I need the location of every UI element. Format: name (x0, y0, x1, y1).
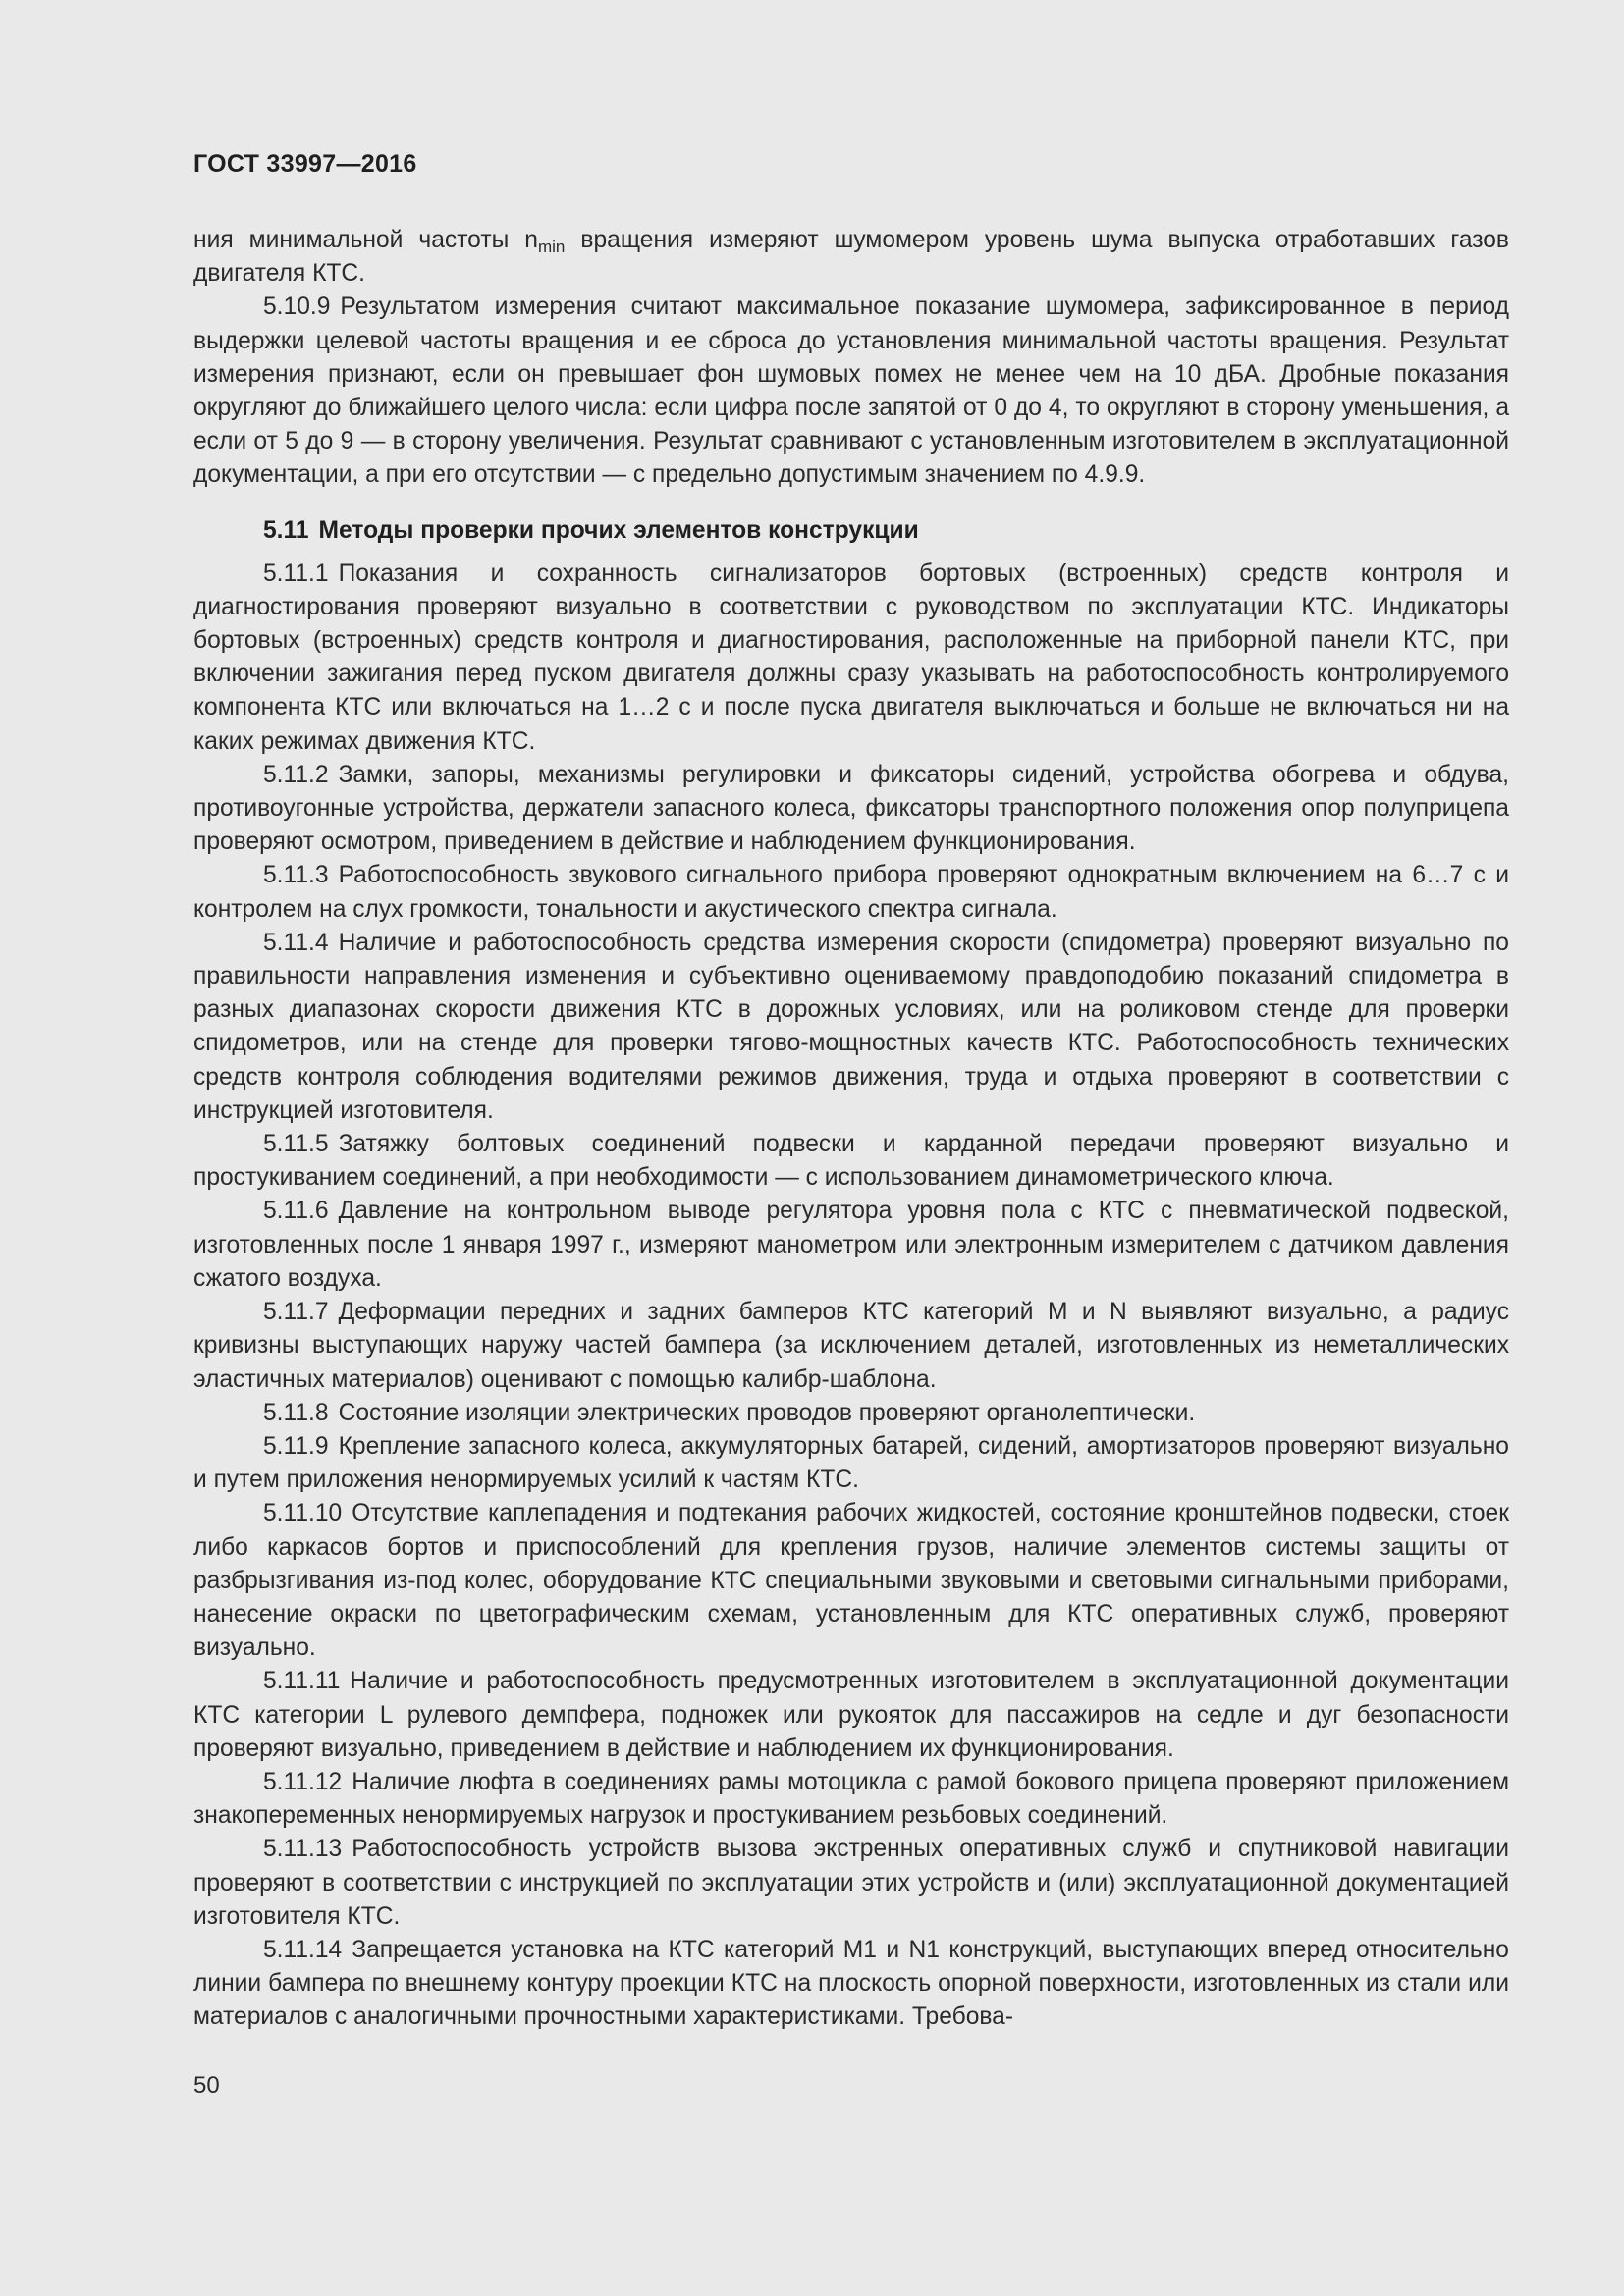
paragraph-5-11-2 (193, 759, 1509, 860)
paragraph-5-11-4 (193, 927, 1509, 1128)
section-title: Методы проверки прочих элементов конструкции (318, 516, 919, 544)
paragraph-number: 5.11.2 (263, 761, 329, 788)
paragraph-5-11-9 (193, 1430, 1509, 1497)
intro-subscript: min (537, 238, 566, 256)
paragraph-text: Работоспособность звукового сигнального прибора проверяют однократным включением на 6…7 с и контролем на слух громкости, тональности и акустического спектра сигнала. (193, 862, 1509, 923)
paragraph-text: Наличие и работоспособность предусмотренных изготовителем в эксплуатационной документации КТС категории L рулевого демпфера, подножек или рукояток для пассажиров на седле и дуг безопасности проверяют визуально, приведением в действие и наблюдением их функционирования. (193, 1668, 1509, 1762)
paragraph-5-11-7 (193, 1296, 1509, 1397)
paragraph-text: Наличие и работоспособность средства измерения скорости (спидометра) проверяют визуально по правильности направления изменения и субъективно оцениваемому правдоподобию показаний спидометра в разных диапазонах скорости движения КТС в дорожных условиях, или на роликовом стенде для проверки спидометров, или на стенде для проверки тягово-мощностных качеств КТС. Работоспособность технических средств контроля соблюдения водителями режимов движения, труда и отдыха проверяют в соответствии с инструкцией изготовителя. (193, 929, 1509, 1124)
paragraph-text: Запрещается установка на КТС категорий М1 и N1 конструкций, выступающих вперед относительно линии бампера по внешнему контуру проекции КТС на плоскость опорной поверхности, изготовленных из стали или материалов с аналогичными прочностными характеристиками. Требова- (193, 1936, 1509, 2031)
paragraph-number: 5.11.10 (263, 1500, 343, 1527)
paragraph-5-11-12 (193, 1766, 1509, 1833)
paragraph-number: 5.11.4 (263, 929, 329, 956)
paragraph-number: 5.11.1 (263, 560, 329, 587)
paragraph-text: Состояние изоляции электрических проводов проверяют органолептически. (338, 1399, 1196, 1426)
intro-paragraph (193, 224, 1509, 291)
intro-text-start: ния минимальной частоты n (193, 227, 538, 253)
paragraph-number: 5.10.9 (263, 294, 331, 321)
paragraph-5-10-9 (193, 291, 1509, 492)
section-heading (193, 514, 1509, 548)
paragraph-text: Замки, запоры, механизмы регулировки и фиксаторы сидений, устройства обогрева и обдува, противоугонные устройства, держатели запасного колеса, фиксаторы транспортного положения опор полуприцепа проверяют осмотром, приведением в действие и наблюдением функционирования. (193, 761, 1509, 856)
paragraph-text: Наличие люфта в соединениях рамы мотоцикла с рамой бокового прицепа проверяют приложением знакопеременных ненормируемых нагрузок и простукиванием резьбовых соединений. (193, 1768, 1509, 1830)
document-body (193, 224, 1509, 2035)
paragraph-text: Результатом измерения считают максимальное показание шумомера, зафиксированное в период выдержки целевой частоты вращения и ее сброса до установления минимальной частоты вращения. Результат измерения признают, если он превышает фон шумовых помех не менее чем на 10 дБА. Дробные показания округляют до ближайшего целого числа: если цифра после запятой от 0 до 4, то округляют в сторону уменьшения, а если от 5 до 9 — в сторону увеличения. Результат сравнивают с установленным изготовителем в эксплуатационной документации, а при его отсутствии — с предельно допустимым значением по 4.9.9. (193, 294, 1509, 489)
paragraph-text: Затяжку болтовых соединений подвески и карданной передачи проверяют визуально и простукиванием соединений, а при необходимости — с использованием динамометрического ключа. (193, 1131, 1509, 1192)
paragraph-text: Работоспособность устройств вызова экстренных оперативных служб и спутниковой навигации проверяют в соответствии с инструкцией по эксплуатации этих устройств и (или) эксплуатационной документацией изготовителя КТС. (193, 1836, 1509, 1930)
paragraph-5-11-5 (193, 1128, 1509, 1195)
paragraph-text: Деформации передних и задних бамперов КТС категорий М и N выявляют визуально, а радиус кривизны выступающих наружу частей бампера (за исключением деталей, изготовленных из неметаллических эластичных материалов) оценивают с помощью калибр-шаблона. (193, 1299, 1509, 1393)
section-number: 5.11 (263, 516, 309, 544)
paragraph-5-11-14 (193, 1934, 1509, 2035)
paragraph-number: 5.11.5 (263, 1131, 329, 1158)
document-header: ГОСТ 33997—2016 (193, 150, 417, 178)
paragraph-number: 5.11.3 (263, 862, 329, 889)
paragraph-number: 5.11.9 (263, 1432, 329, 1460)
paragraph-number: 5.11.13 (263, 1836, 343, 1863)
paragraph-number: 5.11.11 (263, 1668, 341, 1695)
paragraph-text: Показания и сохранность сигнализаторов бортовых (встроенных) средств контроля и диагностирования проверяют визуально в соответствии с руководством по эксплуатации КТС. Индикаторы бортовых (встроенных) средств контроля и диагностирования, расположенные на приборной панели КТС, при включении зажигания перед пуском двигателя должны сразу указывать на работоспособность контролируемого компонента КТС или включаться на 1…2 с и после пуска двигателя выключаться и больше не включаться ни на каких режимах движения КТС. (193, 560, 1509, 755)
paragraph-5-11-11 (193, 1665, 1509, 1766)
paragraph-text: Крепление запасного колеса, аккумуляторных батарей, сидений, амортизаторов проверяют визуально и путем приложения ненормируемых усилий к частям КТС. (193, 1432, 1509, 1494)
paragraph-5-11-1 (193, 558, 1509, 759)
paragraph-5-11-8 (193, 1397, 1509, 1430)
paragraph-number: 5.11.6 (263, 1198, 329, 1225)
paragraph-number: 5.11.7 (263, 1299, 329, 1326)
paragraph-number: 5.11.8 (263, 1399, 329, 1426)
paragraph-5-11-13 (193, 1833, 1509, 1934)
paragraph-text: Отсутствие каплепадения и подтекания рабочих жидкостей, состояние кронштейнов подвески, стоек либо каркасов бортов и приспособлений для крепления грузов, наличие элементов системы защиты от разбрызгивания из-под колес, оборудование КТС специальными звуковыми и световыми сигнальными приборами, нанесение окраски по цветографическим схемам, установленным для КТС оперативных служб, проверяют визуально. (193, 1500, 1509, 1662)
paragraph-number: 5.11.12 (263, 1768, 343, 1795)
paragraph-5-11-10 (193, 1497, 1509, 1665)
paragraph-number: 5.11.14 (263, 1936, 343, 1963)
paragraph-5-11-3 (193, 859, 1509, 926)
paragraph-text: Давление на контрольном выводе регулятора уровня пола с КТС с пневматической подвеской, изготовленных после 1 января 1997 г., измеряют манометром или электронным измерителем с датчиком давления сжатого воздуха. (193, 1198, 1509, 1292)
paragraph-5-11-6 (193, 1195, 1509, 1296)
intro-text-end: вращения измеряют шумомером уровень шума выпуска отработавших газов двигателя КТС. (193, 227, 1509, 288)
page-number: 50 (193, 2072, 220, 2099)
